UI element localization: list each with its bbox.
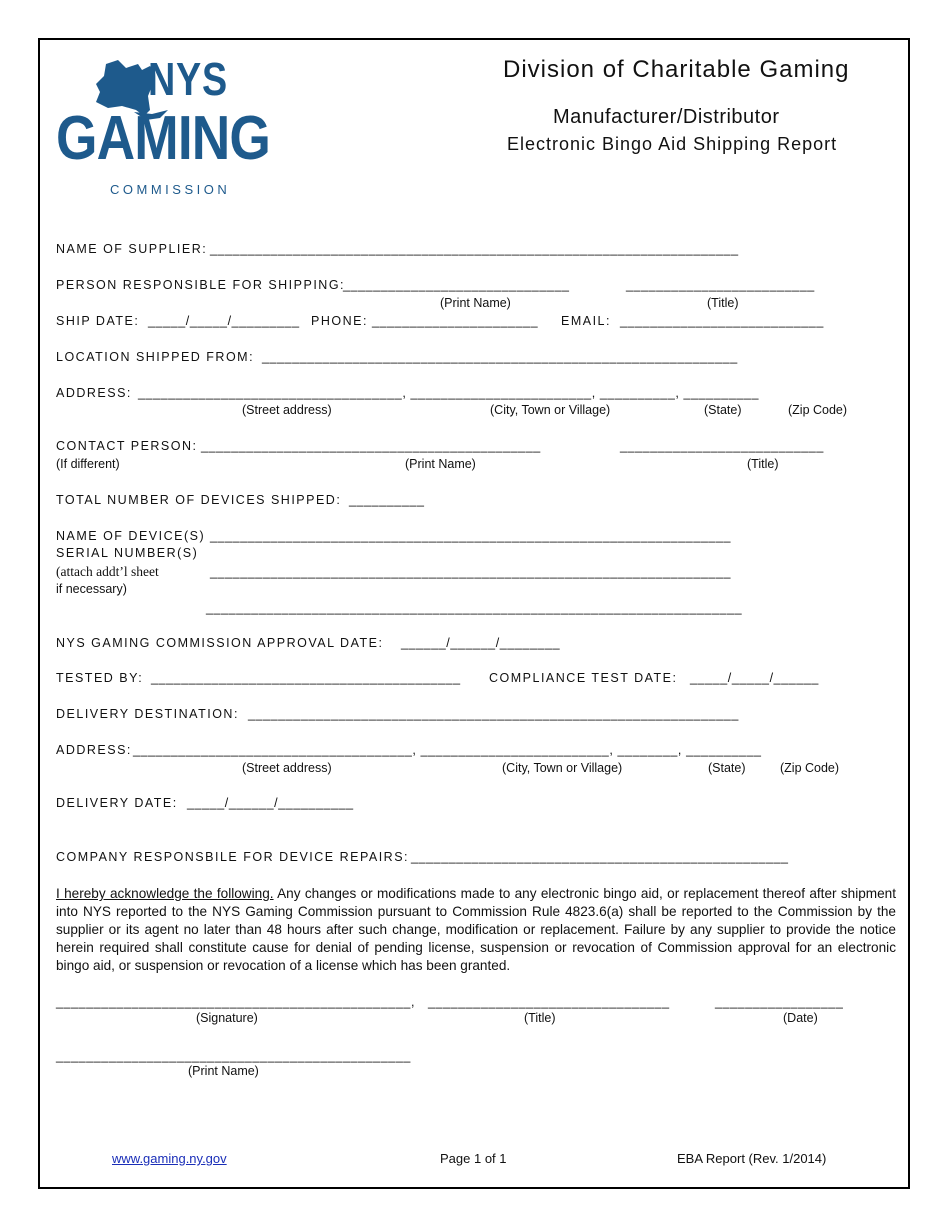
compliance-date-field[interactable]: _____/_____/______ [690, 671, 819, 685]
device-field-1[interactable]: _____________________________________________________________________ [210, 529, 732, 543]
if-necessary-note: if necessary) [56, 582, 127, 596]
form-revision: EBA Report (Rev. 1/2014) [677, 1151, 827, 1166]
caption-contact-title: (Title) [747, 457, 779, 471]
address-label: ADDRESS: [56, 386, 132, 400]
contact-name-field[interactable]: _____________________________________________ [201, 439, 541, 453]
device-field-3[interactable]: _______________________________________________________________________ [206, 601, 743, 615]
attach-sheet-note: (attach addt’l sheet [56, 564, 159, 579]
person-shipping-name-field[interactable]: ______________________________ [343, 278, 570, 292]
total-devices-label: TOTAL NUMBER OF DEVICES SHIPPED: [56, 493, 342, 507]
logo-nys-text: NYS [148, 53, 229, 105]
location-label: LOCATION SHIPPED FROM: [56, 350, 255, 364]
tested-by-label: TESTED BY: [56, 671, 144, 685]
delivery-date-field[interactable]: _____/______/__________ [187, 796, 354, 810]
caption-delivery-street: (Street address) [242, 761, 332, 775]
approval-date-field[interactable]: ______/______/________ [401, 636, 561, 650]
caption-contact-print-name: (Print Name) [405, 457, 476, 471]
repairs-company-field[interactable]: __________________________________________________ [411, 850, 789, 864]
total-devices-field[interactable]: __________ [349, 493, 425, 507]
caption-if-different: (If different) [56, 457, 120, 471]
supplier-field[interactable]: ______________________________________________________________________ [210, 242, 739, 256]
phone-label: PHONE: [311, 314, 368, 328]
caption-signature-title: (Title) [524, 1011, 556, 1025]
caption-state: (State) [704, 403, 742, 417]
person-shipping-label: PERSON RESPONSIBLE FOR SHIPPING: [56, 278, 346, 292]
form-subtitle: Manufacturer/Distributor [553, 106, 780, 128]
division-title: Division of Charitable Gaming [503, 56, 850, 83]
page-number: Page 1 of 1 [440, 1151, 507, 1166]
ship-date-field[interactable]: _____/_____/_________ [148, 314, 300, 328]
email-field[interactable]: ___________________________ [620, 314, 824, 328]
location-field[interactable]: _______________________________________________________________ [262, 350, 738, 364]
acknowledgement-body: Any changes or modifications made to any electronic bingo aid, or replacement thereof after shipment into NYS reported to the NYS Gaming Commission pursuant to Commission Rule 4823.6(a) shall be reported to the Commission by the supplier or its agent no later than 48 hours after such change, modification or replacement. Failure by any supplier to provide the notice herein required shall constitute cause for denial of pending license, suspension or revocation of Commission approval for an electronic bingo aid, or suspension or revocation of a license which has been granted. [56, 886, 897, 973]
logo-commission-text: COMMISSION [110, 182, 231, 197]
address-field[interactable]: ___________________________________, ________________________, __________, __________ [138, 386, 760, 400]
contact-person-label: CONTACT PERSON: [56, 439, 198, 453]
caption-signature-date: (Date) [783, 1011, 818, 1025]
supplier-label: NAME OF SUPPLIER: [56, 242, 208, 256]
logo-gaming-text: GAMING [56, 104, 271, 173]
signature-field[interactable]: _______________________________________________, [56, 995, 416, 1009]
signature-title-field[interactable]: ________________________________ [428, 995, 670, 1009]
compliance-date-label: COMPLIANCE TEST DATE: [489, 671, 678, 685]
website-link[interactable]: www.gaming.ny.gov [112, 1151, 227, 1166]
caption-delivery-city: (City, Town or Village) [502, 761, 623, 775]
caption-delivery-zip: (Zip Code) [780, 761, 840, 775]
delivery-destination-label: DELIVERY DESTINATION: [56, 707, 239, 721]
caption-title: (Title) [707, 296, 739, 310]
delivery-destination-field[interactable]: _________________________________________________________________ [248, 707, 739, 721]
acknowledgement-paragraph [56, 885, 896, 975]
caption-city: (City, Town or Village) [490, 403, 611, 417]
phone-field[interactable]: ______________________ [372, 314, 539, 328]
approval-date-label: NYS GAMING COMMISSION APPROVAL DATE: [56, 636, 384, 650]
caption-street: (Street address) [242, 403, 332, 417]
signature-date-field[interactable]: _________________ [715, 995, 844, 1009]
delivery-address-field[interactable]: _____________________________________, _________________________, ________, __________ [133, 743, 762, 757]
device-field-2[interactable]: _____________________________________________________________________ [210, 565, 732, 579]
delivery-address-label: ADDRESS: [56, 743, 132, 757]
repairs-company-label: COMPANY RESPONSBILE FOR DEVICE REPAIRS: [56, 850, 410, 864]
print-name-field[interactable]: _______________________________________________ [56, 1049, 411, 1063]
contact-title-field[interactable]: ___________________________ [620, 439, 824, 453]
tested-by-field[interactable]: _________________________________________ [151, 671, 461, 685]
caption-print-name: (Print Name) [440, 296, 511, 310]
caption-signature-print-name: (Print Name) [188, 1064, 259, 1078]
caption-delivery-state: (State) [708, 761, 746, 775]
caption-zip: (Zip Code) [788, 403, 848, 417]
caption-signature: (Signature) [196, 1011, 258, 1025]
serial-number-label: SERIAL NUMBER(S) [56, 546, 199, 560]
email-label: EMAIL: [561, 314, 611, 328]
ship-date-label: SHIP DATE: [56, 314, 140, 328]
delivery-date-label: DELIVERY DATE: [56, 796, 178, 810]
device-name-label: NAME OF DEVICE(S) [56, 529, 206, 543]
person-shipping-title-field[interactable]: _________________________ [626, 278, 815, 292]
acknowledgement-heading: I hereby acknowledge the following. [56, 886, 274, 901]
form-title: Electronic Bingo Aid Shipping Report [507, 134, 838, 154]
